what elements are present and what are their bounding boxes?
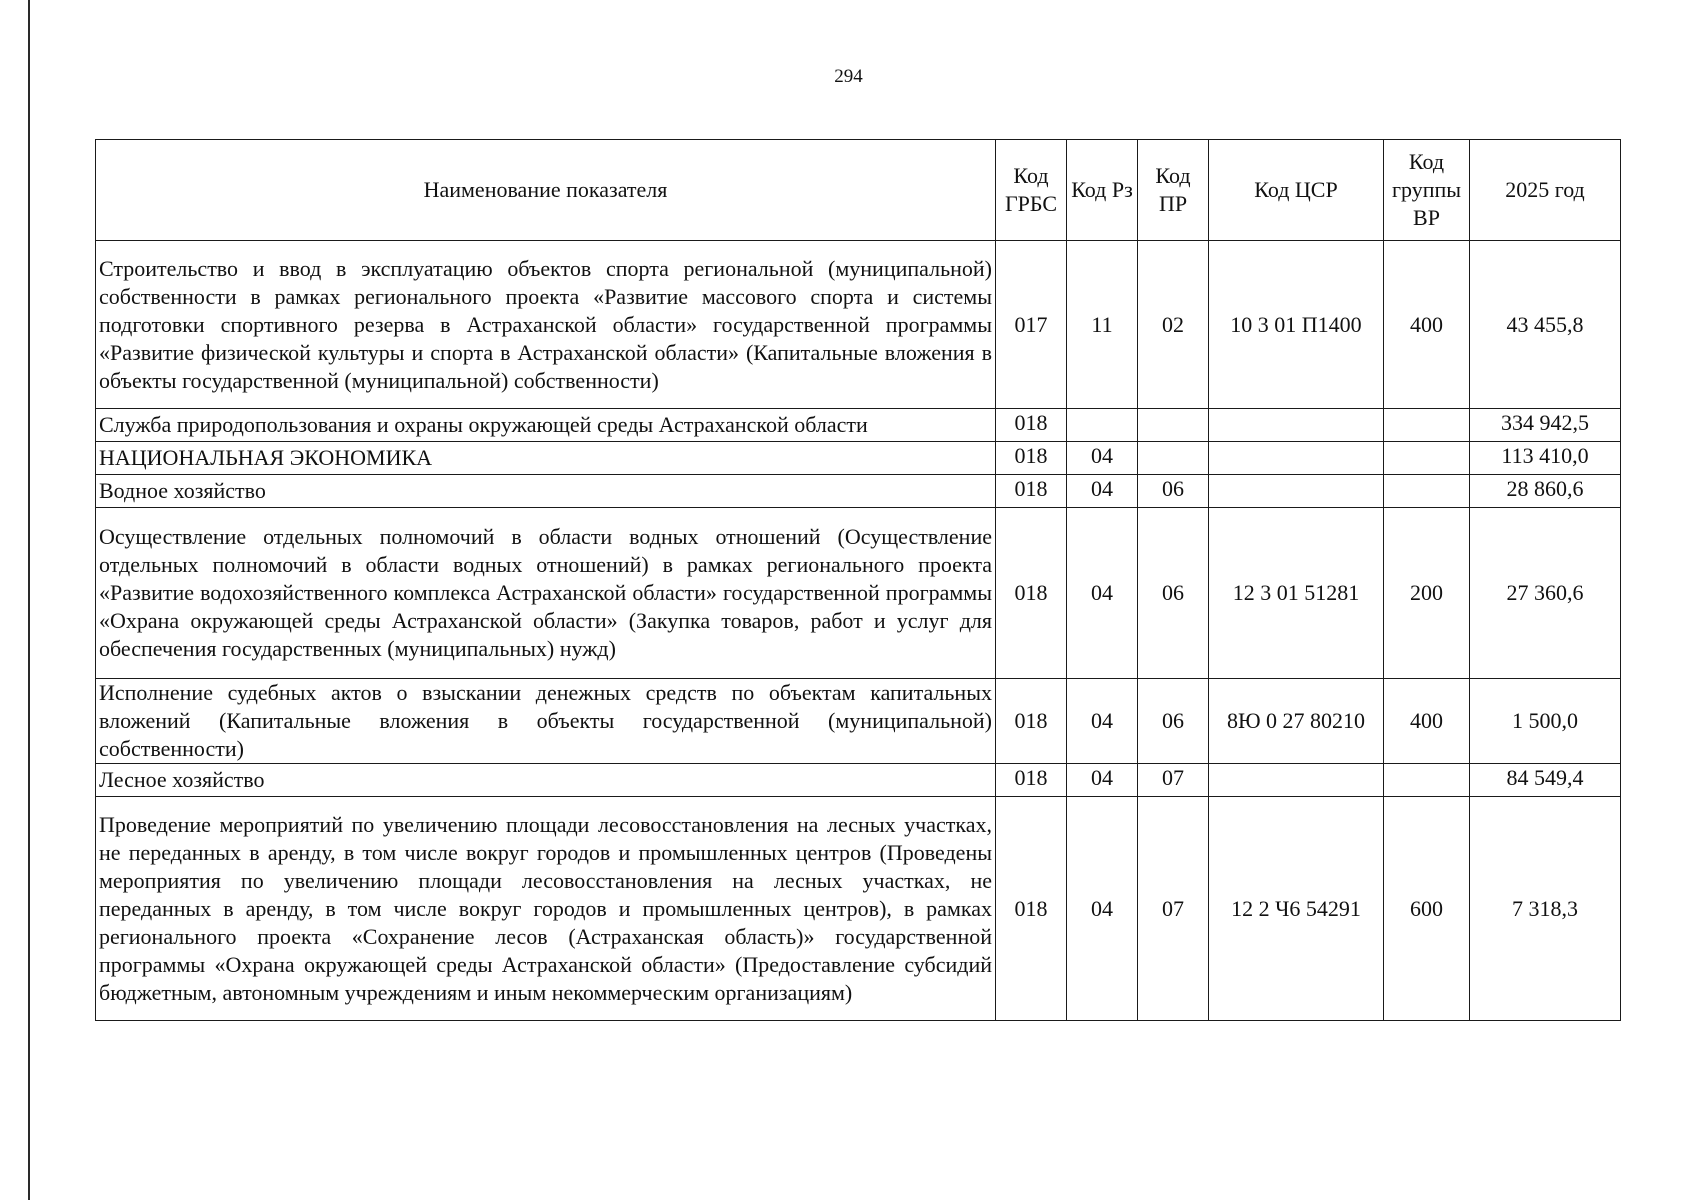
table-row: [96, 442, 1621, 475]
row-name: Водное хозяйство: [96, 475, 996, 508]
row-csr: 12 2 Ч6 54291: [1209, 797, 1384, 1021]
row-vr: 200: [1384, 508, 1470, 679]
table-row: [96, 797, 1621, 1021]
header-year: 2025 год: [1470, 140, 1621, 241]
row-vr: 600: [1384, 797, 1470, 1021]
header-name: Наименование показателя: [96, 140, 996, 241]
header-vr: Код группы ВР: [1384, 140, 1470, 241]
row-vr: 400: [1384, 679, 1470, 764]
table-row: [96, 409, 1621, 442]
row-name: НАЦИОНАЛЬНАЯ ЭКОНОМИКА: [96, 442, 996, 475]
row-name: Лесное хозяйство: [96, 764, 996, 797]
row-pr: [1138, 409, 1209, 442]
row-pr: 06: [1138, 508, 1209, 679]
row-vr: [1384, 409, 1470, 442]
row-grbs: 018: [996, 508, 1067, 679]
row-csr: 10 3 01 П1400: [1209, 241, 1384, 409]
row-vr: [1384, 764, 1470, 797]
table-row: [96, 508, 1621, 679]
row-rz: 11: [1067, 241, 1138, 409]
row-grbs: 018: [996, 442, 1067, 475]
row-sum: 7 318,3: [1470, 797, 1621, 1021]
header-csr: Код ЦСР: [1209, 140, 1384, 241]
row-rz: [1067, 409, 1138, 442]
row-grbs: 018: [996, 409, 1067, 442]
row-name: Осуществление отдельных полномочий в области водных отношений (Осуществление отдельных полномочий в области водных отношений) в рамках регионального проекта «Развитие водохозяйственного комплекса Астраханской области» государственной программы «Охрана окружающей среды Астраханской области» (Закупка товаров, работ и услуг для обеспечения государственных (муниципальных) нужд): [96, 508, 996, 679]
row-sum: 28 860,6: [1470, 475, 1621, 508]
page-number: 294: [834, 66, 863, 87]
table-row: [96, 679, 1621, 764]
table-header-row: [96, 140, 1621, 241]
row-grbs: 018: [996, 679, 1067, 764]
row-rz: 04: [1067, 797, 1138, 1021]
row-pr: 07: [1138, 797, 1209, 1021]
table-row: [96, 241, 1621, 409]
row-csr: 12 3 01 51281: [1209, 508, 1384, 679]
row-grbs: 018: [996, 797, 1067, 1021]
row-csr: [1209, 442, 1384, 475]
row-csr: [1209, 764, 1384, 797]
row-pr: 07: [1138, 764, 1209, 797]
row-csr: 8Ю 0 27 80210: [1209, 679, 1384, 764]
row-rz: 04: [1067, 442, 1138, 475]
row-rz: 04: [1067, 508, 1138, 679]
scan-edge-line: [28, 0, 30, 1200]
row-pr: [1138, 442, 1209, 475]
row-csr: [1209, 409, 1384, 442]
row-sum: 1 500,0: [1470, 679, 1621, 764]
row-grbs: 017: [996, 241, 1067, 409]
row-rz: 04: [1067, 764, 1138, 797]
header-rz: Код Рз: [1067, 140, 1138, 241]
row-vr: 400: [1384, 241, 1470, 409]
row-sum: 84 549,4: [1470, 764, 1621, 797]
row-grbs: 018: [996, 764, 1067, 797]
row-rz: 04: [1067, 679, 1138, 764]
row-pr: 06: [1138, 679, 1209, 764]
row-sum: 27 360,6: [1470, 508, 1621, 679]
row-name: Исполнение судебных актов о взыскании денежных средств по объектам капитальных вложений (Капитальные вложения в объекты государственной (муниципальной) собственности): [96, 679, 996, 764]
row-sum: 43 455,8: [1470, 241, 1621, 409]
row-sum: 334 942,5: [1470, 409, 1621, 442]
row-rz: 04: [1067, 475, 1138, 508]
row-name: Служба природопользования и охраны окружающей среды Астраханской области: [96, 409, 996, 442]
budget-table: [95, 139, 1621, 1021]
table-row: [96, 475, 1621, 508]
row-grbs: 018: [996, 475, 1067, 508]
row-pr: 06: [1138, 475, 1209, 508]
row-vr: [1384, 475, 1470, 508]
row-name: Строительство и ввод в эксплуатацию объектов спорта региональной (муниципальной) собственности в рамках регионального проекта «Развитие массового спорта и системы подготовки спортивного резерва в Астраханской области» государственной программы «Развитие физической культуры и спорта в Астраханской области» (Капитальные вложения в объекты государственной (муниципальной) собственности): [96, 241, 996, 409]
row-vr: [1384, 442, 1470, 475]
row-sum: 113 410,0: [1470, 442, 1621, 475]
header-pr: Код ПР: [1138, 140, 1209, 241]
row-pr: 02: [1138, 241, 1209, 409]
row-name: Проведение мероприятий по увеличению площади лесовосстановления на лесных участках, не переданных в аренду, в том числе вокруг городов и промышленных центров (Проведены мероприятия по увеличению площади лесовосстановления на лесных участках, не переданных в аренду, в том числе вокруг городов и промышленных центров), в рамках регионального проекта «Сохранение лесов (Астраханская область)» государственной программы «Охрана окружающей среды Астраханской области» (Предоставление субсидий бюджетным, автономным учреждениям и иным некоммерческим организациям): [96, 797, 996, 1021]
table-row: [96, 764, 1621, 797]
header-grbs: Код ГРБС: [996, 140, 1067, 241]
row-csr: [1209, 475, 1384, 508]
